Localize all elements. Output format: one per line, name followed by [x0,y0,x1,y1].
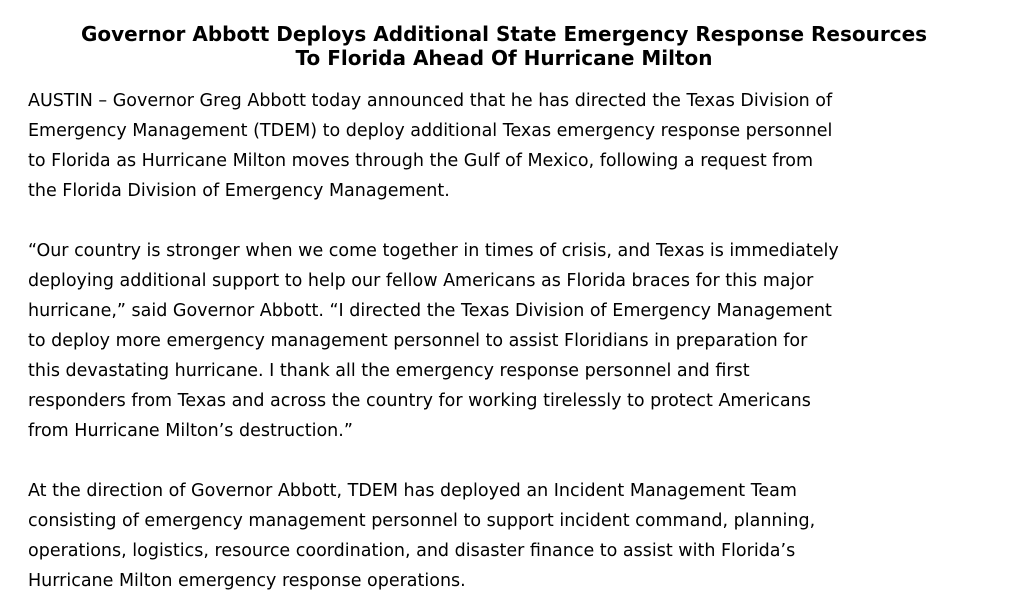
paragraph-line: hurricane,” said Governor Abbott. “I directed the Texas Division of Emergency Management [28,301,832,321]
paragraph-line: operations, logistics, resource coordination, and disaster finance to assist with Florida’s [28,541,796,561]
paragraph-line: to deploy more emergency management personnel to assist Floridians in preparation for [28,331,808,351]
paragraph-quote [28,236,998,446]
paragraph-line: the Florida Division of Emergency Management. [28,181,450,201]
paragraph-line: consisting of emergency management personnel to support incident command, planning, [28,511,816,531]
paragraph-announcement [28,86,998,206]
paragraph-line: At the direction of Governor Abbott, TDEM has deployed an Incident Management Team [28,481,797,501]
headline-line: To Florida Ahead Of Hurricane Milton [295,46,713,70]
paragraph-deployment [28,476,998,596]
paragraph-line: Hurricane Milton emergency response operations. [28,571,466,591]
paragraph-line: “Our country is stronger when we come together in times of crisis, and Texas is immediately [28,241,839,261]
paragraph-line: deploying additional support to help our fellow Americans as Florida braces for this major [28,271,814,291]
paragraph-line: from Hurricane Milton’s destruction.” [28,421,353,441]
paragraph-line: this devastating hurricane. I thank all the emergency response personnel and first [28,361,750,381]
headline [0,22,1008,70]
paragraph-line: responders from Texas and across the country for working tirelessly to protect Americans [28,391,811,411]
paragraph-line: to Florida as Hurricane Milton moves through the Gulf of Mexico, following a request from [28,151,814,171]
paragraph-line: Emergency Management (TDEM) to deploy additional Texas emergency response personnel [28,121,833,141]
paragraph-line: AUSTIN – Governor Greg Abbott today announced that he has directed the Texas Division of [28,91,833,111]
headline-line: Governor Abbott Deploys Additional State Emergency Response Resources [80,22,928,46]
